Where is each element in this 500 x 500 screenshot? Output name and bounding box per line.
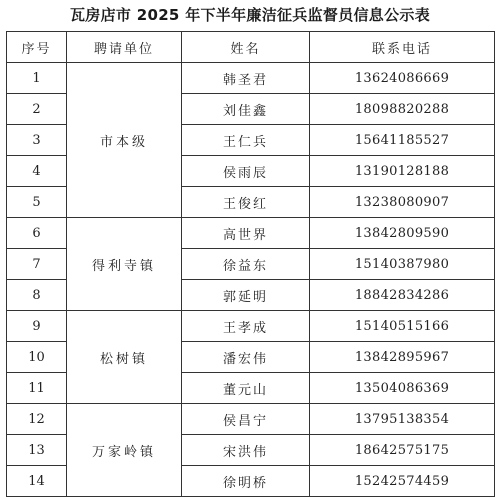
row-phone: 13624086669 [310, 63, 495, 94]
row-name: 宋洪伟 [182, 435, 310, 466]
row-phone: 15140387980 [310, 249, 495, 280]
row-seq: 4 [7, 156, 67, 187]
header-unit: 聘请单位 [67, 32, 182, 63]
supervisor-table [6, 31, 495, 497]
row-seq: 9 [7, 311, 67, 342]
row-phone: 13190128188 [310, 156, 495, 187]
row-name: 侯雨辰 [182, 156, 310, 187]
row-phone: 13504086369 [310, 373, 495, 404]
row-unit: 万家岭镇 [67, 404, 182, 497]
header-name: 姓名 [182, 32, 310, 63]
row-phone: 15140515166 [310, 311, 495, 342]
row-phone: 18098820288 [310, 94, 495, 125]
row-name: 董元山 [182, 373, 310, 404]
row-seq: 5 [7, 187, 67, 218]
row-seq: 12 [7, 404, 67, 435]
row-name: 徐明桥 [182, 466, 310, 497]
row-phone: 13238080907 [310, 187, 495, 218]
row-seq: 3 [7, 125, 67, 156]
row-name: 韩圣君 [182, 63, 310, 94]
row-unit: 得利寺镇 [67, 218, 182, 311]
row-seq: 14 [7, 466, 67, 497]
row-seq: 7 [7, 249, 67, 280]
row-seq: 11 [7, 373, 67, 404]
table-row [7, 218, 495, 249]
row-phone: 13842809590 [310, 218, 495, 249]
row-phone: 13795138354 [310, 404, 495, 435]
row-name: 侯昌宁 [182, 404, 310, 435]
row-name: 刘佳鑫 [182, 94, 310, 125]
row-name: 徐益东 [182, 249, 310, 280]
row-name: 王仁兵 [182, 125, 310, 156]
row-name: 郭延明 [182, 280, 310, 311]
row-phone: 15641185527 [310, 125, 495, 156]
header-seq: 序号 [7, 32, 67, 63]
table-row [7, 404, 495, 435]
table-row [7, 63, 495, 94]
row-seq: 1 [7, 63, 67, 94]
table-header-row [7, 32, 495, 63]
row-name: 高世界 [182, 218, 310, 249]
row-seq: 8 [7, 280, 67, 311]
row-seq: 6 [7, 218, 67, 249]
row-unit: 市本级 [67, 63, 182, 218]
row-unit: 松树镇 [67, 311, 182, 404]
row-phone: 18642575175 [310, 435, 495, 466]
header-phone: 联系电话 [310, 32, 495, 63]
table-body [7, 63, 495, 497]
table-row [7, 311, 495, 342]
page-title: 瓦房店市 2025 年下半年廉洁征兵监督员信息公示表 [70, 6, 430, 24]
row-seq: 2 [7, 94, 67, 125]
row-phone: 18842834286 [310, 280, 495, 311]
row-name: 王孝成 [182, 311, 310, 342]
row-name: 潘宏伟 [182, 342, 310, 373]
row-seq: 13 [7, 435, 67, 466]
row-phone: 15242574459 [310, 466, 495, 497]
row-name: 王俊红 [182, 187, 310, 218]
row-seq: 10 [7, 342, 67, 373]
row-phone: 13842895967 [310, 342, 495, 373]
